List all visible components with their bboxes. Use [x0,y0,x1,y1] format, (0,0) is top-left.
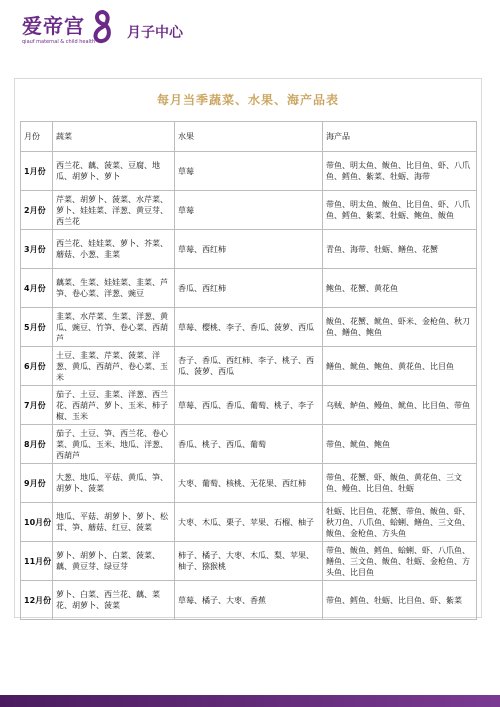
month-cell: 9月份 [21,464,53,503]
seafood-cell: 鲅鱼、花蟹、鱿鱼、虾米、金枪鱼、秋刀鱼、鳝鱼、鲍鱼 [323,308,477,347]
table-row [21,347,477,386]
table-row [21,425,477,464]
vegetables-cell: 萝卜、白菜、西兰花、藕、菜花、胡萝卜、菠菜 [53,581,175,620]
fruits-cell: 草莓、橘子、大枣、香蕉 [175,581,323,620]
fruits-cell: 草莓、西瓜、香瓜、葡萄、桃子、李子 [175,386,323,425]
month-cell: 8月份 [21,425,53,464]
fruits-cell: 香瓜、桃子、西瓜、葡萄 [175,425,323,464]
table-row [21,191,477,230]
month-cell: 2月份 [21,191,53,230]
header-month: 月份 [21,122,53,152]
seafood-cell: 青鱼、海带、牡蛎、鳝鱼、花蟹 [323,230,477,269]
fruits-cell: 柿子、橘子、大枣、木瓜、梨、苹果、柚子、猕猴桃 [175,542,323,581]
header-seafood: 海产品 [323,122,477,152]
header-vegetables: 蔬菜 [53,122,175,152]
table-header-row [21,122,477,152]
month-cell: 6月份 [21,347,53,386]
month-cell: 4月份 [21,269,53,308]
footer-bar [0,695,500,707]
table-row [21,503,477,542]
vegetables-cell: 西兰花、娃娃菜、萝卜、芥菜、蘑菇、小葱、韭菜 [53,230,175,269]
fruits-cell: 大枣、木瓜、栗子、苹果、石榴、柚子 [175,503,323,542]
seafood-cell: 带鱼、花蟹、虾、鲅鱼、黄花鱼、三文鱼、鳗鱼、比目鱼、牡蛎 [323,464,477,503]
seafood-cell: 带鱼、鲅鱼、鳕鱼、蛤蜊、虾、八爪鱼、鳝鱼、三文鱼、鲅鱼、牡蛎、金枪鱼、方头鱼、比目鱼 [323,542,477,581]
vegetables-cell: 大葱、地瓜、平菇、黄瓜、笋、胡萝卜、菠菜 [53,464,175,503]
table-row [21,581,477,620]
vegetables-cell: 萝卜、胡萝卜、白菜、菠菜、藕、黄豆芽、绿豆芽 [53,542,175,581]
fruits-cell: 草莓、西红柿 [175,230,323,269]
seafood-cell: 乌贼、鲈鱼、鳗鱼、鱿鱼、比目鱼、带鱼 [323,386,477,425]
month-cell: 10月份 [21,503,53,542]
month-cell: 1月份 [21,152,53,191]
fruits-cell: 草莓 [175,152,323,191]
produce-table-card [14,78,482,618]
header [0,0,500,62]
seafood-cell: 鲍鱼、花蟹、黄花鱼 [323,269,477,308]
produce-table [20,121,477,620]
table-row [21,542,477,581]
month-cell: 11月份 [21,542,53,581]
fruits-cell: 大枣、葡萄、核桃、无花果、西红柿 [175,464,323,503]
fruits-cell: 香瓜、西红柿 [175,269,323,308]
section-title: 月子中心 [127,25,183,41]
vegetables-cell: 茄子、土豆、韭菜、洋葱、西兰花、西葫芦、萝卜、玉米、柿子椒、玉米 [53,386,175,425]
month-cell: 12月份 [21,581,53,620]
seafood-cell: 带鱼、鳕鱼、牡蛎、比目鱼、虾、紫菜 [323,581,477,620]
vegetables-cell: 地瓜、平菇、胡萝卜、萝卜、松茸、笋、蘑菇、红豆、菠菜 [53,503,175,542]
seafood-cell: 带鱼、明太鱼、鲅鱼、比目鱼、虾、八爪鱼、鳕鱼、紫菜、牡蛎、海带 [323,152,477,191]
vegetables-cell: 土豆、韭菜、芹菜、菠菜、洋葱、黄瓜、西葫芦、卷心菜、玉米 [53,347,175,386]
table-row [21,464,477,503]
table-row [21,386,477,425]
vegetables-cell: 芹菜、胡萝卜、菠菜、水芹菜、萝卜、娃娃菜、洋葱、黄豆芽、西兰花 [53,191,175,230]
brand-subtitle: qiauf maternal & child health [22,39,96,45]
month-cell: 7月份 [21,386,53,425]
table-row [21,152,477,191]
table-row [21,269,477,308]
seafood-cell: 鳝鱼、鱿鱼、鲍鱼、黄花鱼、比目鱼 [323,347,477,386]
month-cell: 3月份 [21,230,53,269]
vegetables-cell: 藕菜、生菜、娃娃菜、韭菜、芦笋、卷心菜、洋葱、豌豆 [53,269,175,308]
brand-logo[interactable] [22,14,117,44]
header-fruits: 水果 [175,122,323,152]
fruits-cell: 杏子、香瓜、西红柿、李子、桃子、西瓜、菠萝、西瓜 [175,347,323,386]
table-row [21,230,477,269]
vegetables-cell: 西兰花、藕、菠菜、豆腐、地瓜、胡萝卜、萝卜 [53,152,175,191]
brand-name: 爱帝宫 [22,14,85,38]
fruits-cell: 草莓、樱桃、李子、香瓜、菠萝、西瓜 [175,308,323,347]
seafood-cell: 带鱼、鱿鱼、鲍鱼 [323,425,477,464]
table-title: 每月当季蔬菜、水果、海产品表 [156,93,339,107]
vegetables-cell: 韭菜、水芹菜、生菜、洋葱、黄瓜、豌豆、竹笋、卷心菜、西葫芦 [53,308,175,347]
vegetables-cell: 茄子、土豆、笋、西兰花、卷心菜、黄瓜、玉米、地瓜、洋葱、西葫芦 [53,425,175,464]
seafood-cell: 带鱼、明太鱼、鲅鱼、比目鱼、虾、八爪鱼、鳕鱼、紫菜、牡蛎、鲍鱼、鲅鱼 [323,191,477,230]
table-row [21,308,477,347]
fruits-cell: 草莓 [175,191,323,230]
seafood-cell: 牡蛎、比目鱼、花蟹、带鱼、鲅鱼、虾、秋刀鱼、八爪鱼、蛤蜊、鳝鱼、三文鱼、鲅鱼、金枪鱼、方头鱼 [323,503,477,542]
month-cell: 5月份 [21,308,53,347]
